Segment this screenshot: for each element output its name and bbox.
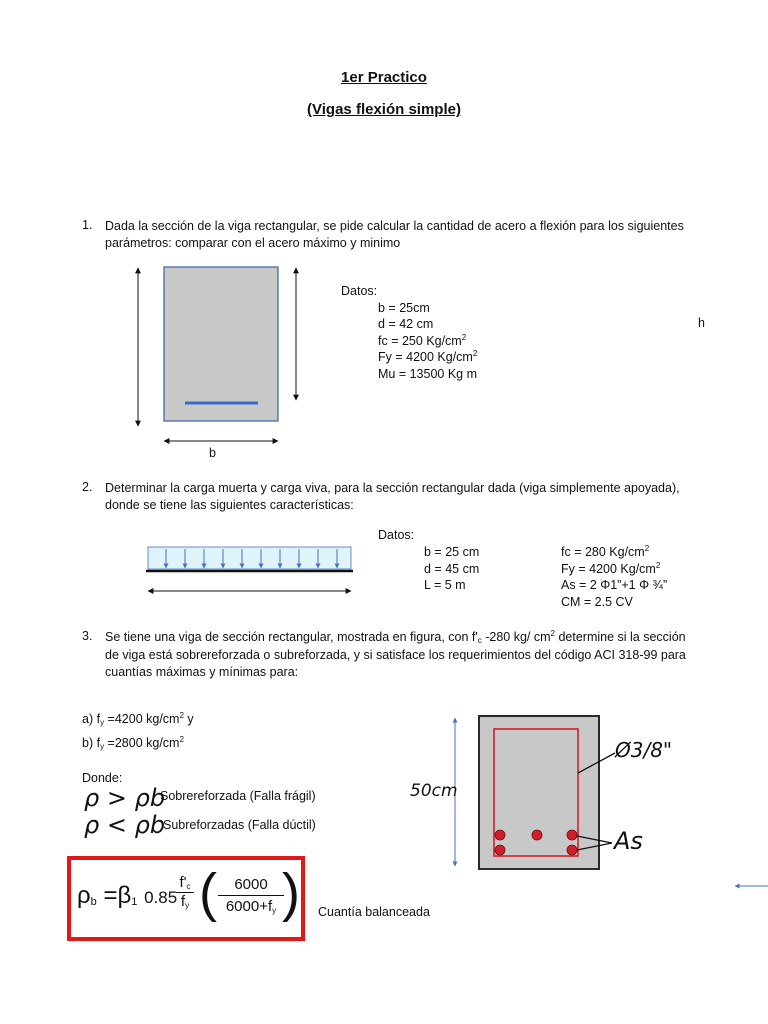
- datos-mu: Mu = 13500 Kg m: [378, 366, 478, 381]
- datos-label: Datos:: [341, 284, 378, 298]
- datos-d: d = 42 cm: [378, 317, 434, 331]
- exponent: 2: [179, 711, 184, 720]
- page-subtitle: (Vigas flexión simple): [307, 101, 461, 118]
- problem-text: -280 kg/ cm: [481, 630, 551, 644]
- problem-text: Dada la sección de la viga rectangular, se pide calcular la cantidad de acero a flexión para los siguientes: [105, 219, 684, 233]
- datos-fy: Fy = 4200 Kg/cm: [378, 350, 473, 364]
- fy-symbol: f: [180, 893, 186, 910]
- relation-under-label: Subreforzadas (Falla dúctil): [163, 818, 316, 832]
- relation-under: ρ < ρb: [84, 811, 166, 839]
- numerator: 6000: [218, 876, 284, 896]
- coefficient: 0.85: [144, 888, 178, 907]
- exponent: 2: [472, 349, 478, 358]
- rebar: [532, 830, 542, 840]
- subscript: 1: [131, 896, 138, 908]
- problem-text: Se tiene una viga de sección rectangular, mostrada en figura, con f': [105, 630, 478, 644]
- option-text: b) f: [82, 736, 101, 750]
- problem-text: parámetros: comparar con el acero máximo y minimo: [105, 236, 401, 250]
- problem-number: 3.: [82, 629, 93, 643]
- b-label: b: [209, 446, 216, 460]
- subscript: y: [185, 901, 190, 910]
- height-label: 50cm: [410, 781, 458, 801]
- exponent: 2: [644, 544, 650, 553]
- problem-number: 1.: [82, 218, 93, 232]
- datos-b: b = 25cm: [378, 300, 430, 315]
- page-title: 1er Practico: [341, 69, 427, 86]
- denominator: 6000+f: [225, 898, 273, 915]
- option-text: y: [183, 712, 194, 726]
- option-text: =2800 kg/cm: [104, 736, 180, 750]
- datos-cm: CM = 2.5 CV: [561, 594, 633, 609]
- beta-symbol: β: [117, 882, 132, 909]
- subscript: y: [100, 742, 105, 751]
- right-paren: ): [282, 863, 300, 923]
- datos-as: As = 2 Φ1”+1 Φ ¾”: [561, 578, 668, 592]
- datos-d: d = 45 cm: [424, 561, 480, 576]
- problem-text: cuantías máximas y mínimas para:: [105, 665, 299, 679]
- rebar: [567, 845, 577, 855]
- subscript: y: [100, 718, 105, 727]
- stirrup-diameter-label: Ø3/8": [615, 738, 673, 762]
- subscript: y: [272, 906, 277, 915]
- exponent: 2: [179, 735, 184, 744]
- datos-label: Datos:: [378, 528, 415, 542]
- subscript: c: [477, 636, 482, 645]
- datos-fc: fc = 250 Kg/cm: [378, 333, 462, 348]
- datos-fc: fc = 280 Kg/cm: [561, 545, 645, 559]
- option-text: =4200 kg/cm: [104, 712, 180, 726]
- equals-sign: =: [103, 882, 118, 909]
- h-label: h: [698, 316, 705, 330]
- subscript: b: [90, 896, 97, 908]
- rebar: [567, 830, 577, 840]
- rho-symbol: ρ: [77, 882, 91, 909]
- rebar: [495, 845, 505, 855]
- option-text: a) f: [82, 712, 101, 726]
- cuantia-label: Cuantía balanceada: [318, 905, 430, 919]
- datos-L: L = 5 m: [424, 578, 466, 592]
- left-paren: (: [199, 863, 217, 923]
- problem-text: donde se tiene las siguientes características:: [105, 498, 354, 512]
- datos-b: b = 25 cm: [424, 545, 480, 559]
- rebar: [495, 830, 505, 840]
- datos-fy: Fy = 4200 Kg/cm: [561, 561, 656, 576]
- exponent: 2: [655, 560, 661, 570]
- fc-symbol: f': [179, 874, 187, 891]
- problem-text: determine si la sección: [555, 630, 686, 644]
- exponent: 2: [461, 332, 467, 342]
- problem-text: de viga está sobrereforzada o subreforzada, y si satisface los requerimientos del código ACI 318-99 para: [105, 647, 686, 662]
- subscript: c: [186, 882, 191, 891]
- as-label: As: [614, 827, 643, 855]
- exponent: 2: [550, 629, 555, 638]
- relation-over-label: Sobrereforzada (Falla frágil): [160, 789, 316, 803]
- problem-number: 2.: [82, 480, 93, 494]
- problem-text: Determinar la carga muerta y carga viva, para la sección rectangular dada (viga simplemente apoyada),: [105, 481, 680, 495]
- donde-label: Donde:: [82, 771, 123, 785]
- relation-over: ρ > ρb: [84, 784, 166, 812]
